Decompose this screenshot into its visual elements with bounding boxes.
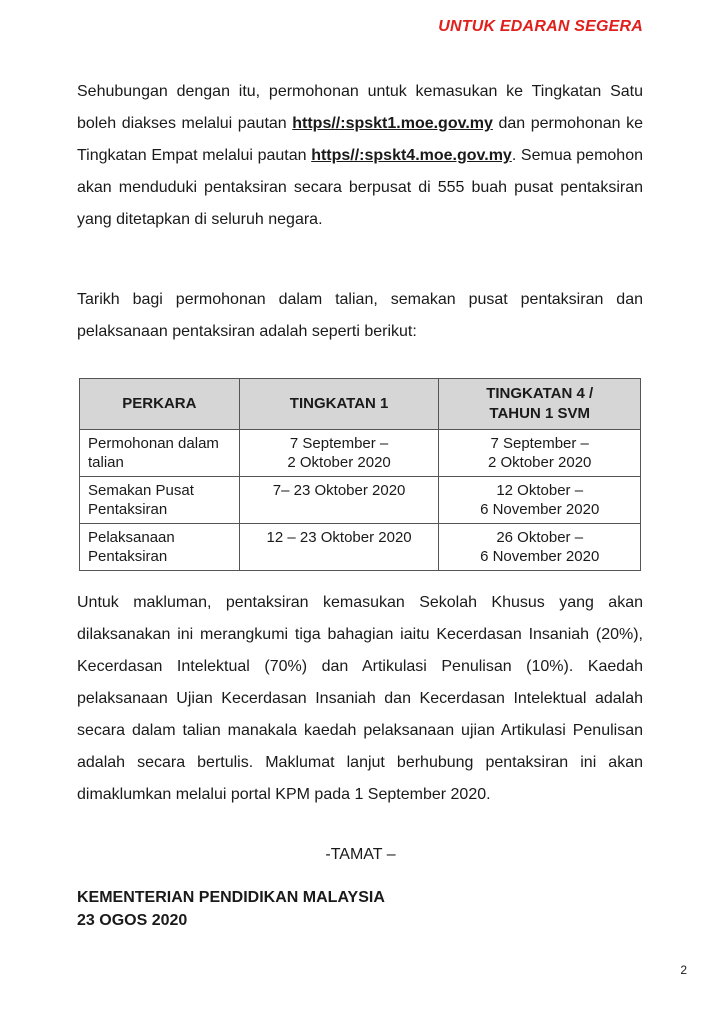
link-spskt4[interactable]: https//:spskt4.moe.gov.my [311, 147, 512, 164]
issuer-name: KEMENTERIAN PENDIDIKAN MALAYSIA [77, 889, 385, 906]
row-t4-line2: 2 Oktober 2020 [487, 454, 592, 471]
header-tingkatan-4 [439, 379, 641, 430]
row-t4-line1: 7 September – [490, 435, 589, 452]
header-tingkatan-1: TINGKATAN 1 [239, 379, 439, 430]
paragraph-assessment-info: Untuk makluman, pentaksiran kemasukan Sekolah Khusus yang akan dilaksanakan ini merangkumi tiga bahagian iaitu Kecerdasan Insaniah (20%), Kecerdasan Intelektual (70%) dan Artikulasi Penulisan (10%). Kaedah pelaksanaan Ujian Kecerdasan Insaniah dan Kecerdasan Intelektual adalah secara dalam talian manakala kaedah pelaksanaan ujian Artikulasi Penulisan adalah secara bertulis. Maklumat lanjut berhubung pentaksiran ini akan dimaklumkan melalui portal KPM pada 1 September 2020. [77, 594, 643, 803]
row-t1-line2: 2 Oktober 2020 [287, 454, 391, 471]
paragraph-schedule-intro: Tarikh bagi permohonan dalam talian, semakan pusat pentaksiran dan pelaksanaan pentaksiran adalah seperti berikut: [77, 291, 643, 340]
row-t1-line1: 12 – 23 Oktober 2020 [266, 529, 412, 546]
issue-date: 23 OGOS 2020 [77, 912, 188, 929]
row-t1-line1: 7– 23 Oktober 2020 [272, 482, 406, 499]
table-header-row [80, 379, 641, 430]
row-t4-line1: 12 Oktober – [496, 482, 584, 499]
row-item-line2: talian [88, 454, 124, 471]
row-item-line1: Permohonan dalam [88, 435, 219, 452]
header-t4-line2: TAHUN 1 SVM [489, 405, 590, 422]
para1-text-a: Sehubungan dengan itu, permohonan untuk kemasukan ke Tingkatan Satu boleh diakses melalui pautan [77, 83, 643, 132]
row-t4-line1: 26 Oktober – [496, 529, 584, 546]
row-tingkatan-1 [239, 524, 439, 571]
link-spskt1[interactable]: https//:spskt1.moe.gov.my [292, 115, 493, 132]
row-item [80, 430, 240, 477]
end-marker: -TAMAT – [325, 846, 396, 863]
page-number: 2 [680, 963, 687, 977]
header-perkara: PERKARA [80, 379, 240, 430]
row-tingkatan-1 [239, 430, 439, 477]
row-tingkatan-4 [439, 430, 641, 477]
header-t4-line1: TINGKATAN 4 / [486, 385, 594, 402]
para1-text-b: dan permohonan ke Tingkatan Empat melalui pautan [77, 115, 643, 164]
row-tingkatan-4 [439, 477, 641, 524]
row-t4-line2: 6 November 2020 [480, 501, 600, 518]
row-tingkatan-4 [439, 524, 641, 571]
row-item-line1: Semakan Pusat [88, 482, 194, 499]
table-row [80, 524, 641, 571]
release-tag: UNTUK EDARAN SEGERA [438, 18, 643, 35]
row-item-line1: Pelaksanaan [88, 529, 175, 546]
para1-text-c: . Semua pemohon akan menduduki pentaksiran secara berpusat di 555 buah pusat pentaksiran yang ditetapkan di seluruh negara. [77, 147, 644, 228]
row-item [80, 524, 240, 571]
table-row [80, 430, 641, 477]
row-tingkatan-1 [239, 477, 439, 524]
row-t1-line1: 7 September – [289, 435, 389, 452]
row-item-line2: Pentaksiran [88, 501, 168, 518]
table-row [80, 477, 641, 524]
paragraph-application-links [77, 76, 643, 236]
row-item [80, 477, 240, 524]
row-item-line2: Pentaksiran [88, 548, 168, 565]
row-t4-line2: 6 November 2020 [480, 548, 600, 565]
schedule-table [79, 378, 641, 571]
